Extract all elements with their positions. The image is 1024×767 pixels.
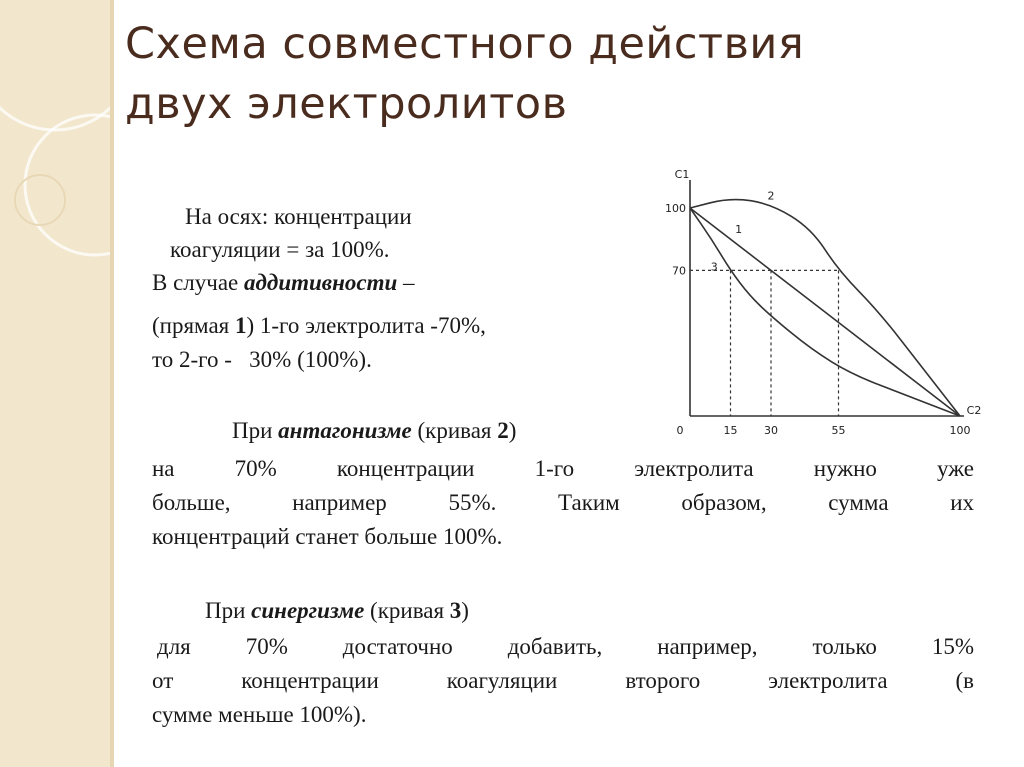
y-axis-label: C1 — [674, 168, 690, 181]
para3-line3: от концентрации коагуляции второго электролита (в — [152, 668, 974, 693]
text-segment: ) — [461, 598, 469, 623]
y-tick-label: 70 — [672, 264, 686, 278]
x-tick-label: 100 — [949, 424, 971, 437]
series-label-2: 2 — [767, 189, 775, 203]
text-segment: (кривая — [411, 418, 498, 443]
emphasis-synergism: синергизме — [251, 598, 365, 623]
x-tick-label: 30 — [764, 424, 778, 437]
text-segment: – — [397, 270, 415, 295]
series-label-3: 3 — [710, 260, 718, 274]
text-segment: ) — [508, 418, 517, 443]
text-segment: ) 1-го электролита -70%, — [246, 313, 486, 338]
title-line-1: Схема совместного действия — [125, 19, 805, 69]
decorative-sidebar — [0, 0, 110, 767]
title-line-2: двух электролитов — [125, 79, 568, 129]
emphasis-line-number: 1 — [234, 313, 247, 338]
para1-line5: то 2-го - 30% (100%). — [152, 347, 372, 372]
electrolyte-chart — [660, 168, 985, 438]
text-segment: (кривая — [364, 598, 450, 623]
text-segment: При — [232, 418, 279, 443]
para2-line1 — [232, 414, 516, 447]
text-segment: При — [205, 598, 252, 623]
para1-line2: коагуляции = за 100%. — [170, 237, 390, 262]
para2-line3: больше, например 55%. Таким образом, сумма их — [152, 490, 974, 515]
emphasis-curve-number: 2 — [497, 418, 509, 443]
text-segment: В случае — [152, 270, 245, 295]
para1-line3 — [152, 266, 415, 299]
x-axis-label: C2 — [966, 404, 982, 417]
emphasis-antagonism: антагонизме — [278, 418, 412, 443]
y-tick-label: 100 — [665, 202, 686, 215]
slide-title — [125, 14, 1005, 134]
series-label-1: 1 — [735, 222, 743, 236]
para2-line4: концентраций станет больше 100%. — [152, 524, 503, 549]
x-tick-label: 55 — [831, 424, 846, 437]
para1-line4 — [152, 309, 486, 342]
para3-line4: сумме меньше 100%). — [152, 702, 367, 727]
para2-line2: на 70% концентрации 1-го электролита нужно уже — [152, 456, 974, 481]
para3-line1 — [205, 594, 469, 627]
x-tick-label: 0 — [676, 424, 684, 437]
emphasis-curve-number: 3 — [449, 598, 462, 623]
decorative-circles — [0, 0, 110, 767]
emphasis-additivity: аддитивности — [244, 270, 398, 295]
para1-line1: На осях: концентрации — [185, 204, 412, 229]
sidebar-edge — [110, 0, 114, 767]
x-tick-label: 15 — [723, 424, 738, 437]
para3-line2: для 70% достаточно добавить, например, только 15% — [157, 634, 974, 659]
text-segment: (прямая — [152, 313, 235, 338]
